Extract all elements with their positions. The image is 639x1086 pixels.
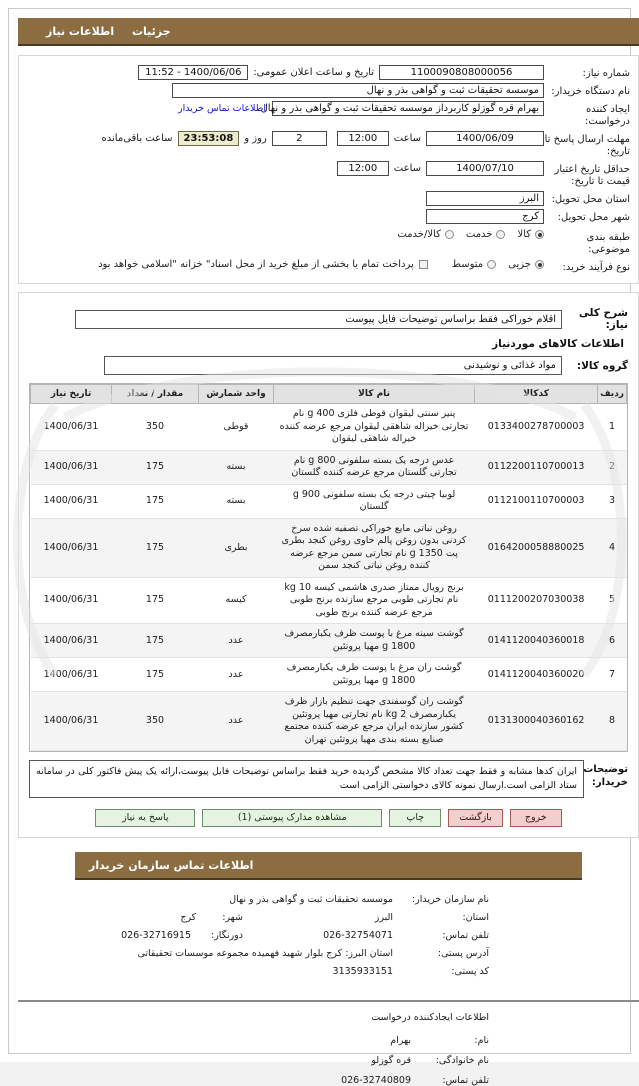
contact-phone-value: 026-32754071 xyxy=(323,930,393,941)
page-frame xyxy=(8,8,631,1086)
radio-goods-service-icon[interactable] xyxy=(445,230,454,239)
cell-code: 0141120040360018 xyxy=(475,624,598,658)
field-row-province xyxy=(27,191,630,206)
cell-unit: عدد xyxy=(199,692,274,751)
radio-medium-icon[interactable] xyxy=(487,260,496,269)
requester-last-name-value: قره گوزلو xyxy=(371,1055,411,1066)
countdown-timer: 23:53:08 xyxy=(178,131,240,146)
cell-name: برنج رویال ممتاز صدری هاشمی کیسه 10 kg نام تجارتی طوبی مرجع سازنده برنج طوبی مرجع عرضه کننده برنج طوبی xyxy=(274,577,475,624)
deadline-label: مهلت ارسال پاسخ تا تاریخ: xyxy=(544,134,630,157)
cell-name: گوشت سینه مرغ با پوست ظرف یکبارمصرف 1800 g مهیا پروتئین xyxy=(274,624,475,658)
column-header-unit: واحد شمارش xyxy=(199,385,274,404)
remaining-days-input[interactable]: 2 xyxy=(272,131,327,146)
cell-date: 1400/06/31 xyxy=(31,484,112,518)
goods-section-title: اطلاعات کالاهای موردنیاز xyxy=(492,338,624,350)
cell-unit: بطری xyxy=(199,518,274,577)
classification-option-goods-service[interactable] xyxy=(397,229,454,240)
action-buttons xyxy=(29,809,628,827)
deadline-time-input[interactable]: 12:00 xyxy=(337,131,389,146)
page-inner xyxy=(18,18,639,1086)
cell-row: 7 xyxy=(598,658,627,692)
contact-row-province-city xyxy=(18,912,639,923)
table-row[interactable] xyxy=(31,450,627,484)
group-input[interactable]: مواد غذائی و نوشیدنی xyxy=(104,356,562,375)
contact-province-label: استان: xyxy=(462,912,489,923)
summary-label: شرح کلی نیاز: xyxy=(578,307,628,331)
radio-minor-icon[interactable] xyxy=(535,260,544,269)
field-row-creator xyxy=(27,101,630,128)
delivery-province-label: استان محل تحویل: xyxy=(551,194,630,205)
cell-date: 1400/06/31 xyxy=(31,692,112,751)
requester-first-name-value: بهرام xyxy=(390,1035,411,1046)
cell-code: 0164200058880025 xyxy=(475,518,598,577)
table-row[interactable] xyxy=(31,658,627,692)
requester-row-phone xyxy=(18,1075,639,1086)
contact-title-bar xyxy=(75,852,582,880)
cell-unit: قوطی xyxy=(199,404,274,451)
process-option-medium[interactable] xyxy=(452,259,496,270)
announce-label: تاریخ و ساعت اعلان عمومی: xyxy=(253,67,374,78)
need-number-input[interactable]: 1100090808000056 xyxy=(379,65,544,80)
section-divider xyxy=(18,1000,639,1002)
field-row-validity xyxy=(27,161,630,188)
creator-label: ایجاد کننده درخواست: xyxy=(585,104,630,127)
requester-row-first-name xyxy=(18,1035,639,1046)
contact-city-value: کرج xyxy=(180,912,197,923)
exit-button[interactable]: خروج xyxy=(510,809,562,827)
process-option-minor-label: جزیی xyxy=(508,259,531,270)
payment-note-checkbox-icon[interactable] xyxy=(419,260,428,269)
need-info-panel xyxy=(18,55,639,284)
column-header-date: تاریخ نیاز xyxy=(31,385,112,404)
cell-date: 1400/06/31 xyxy=(31,658,112,692)
validity-time-label: ساعت xyxy=(393,163,421,174)
tab-need-info[interactable]: اطلاعات نیاز xyxy=(46,25,115,38)
field-row-classification xyxy=(27,229,630,256)
cell-qty: 175 xyxy=(112,484,199,518)
items-table xyxy=(30,384,627,751)
cell-row: 4 xyxy=(598,518,627,577)
contact-postal-value: 3135933151 xyxy=(332,966,393,977)
delivery-province-input[interactable]: البرز xyxy=(426,191,544,206)
cell-date: 1400/06/31 xyxy=(31,577,112,624)
cell-qty: 350 xyxy=(112,692,199,751)
header-tabs xyxy=(32,18,171,46)
cell-name: لوبیا چیتی درجه یک بسته سلفونی 900 g گلستان xyxy=(274,484,475,518)
cell-unit: بسته xyxy=(199,450,274,484)
requester-phone-value: 026-32740809 xyxy=(341,1075,411,1086)
goods-panel xyxy=(18,292,639,838)
items-table-head xyxy=(31,385,627,404)
requester-last-name-label: نام خانوادگی: xyxy=(435,1055,489,1066)
print-button[interactable]: چاپ xyxy=(389,809,441,827)
field-row-deadline xyxy=(27,131,630,158)
column-header-name: نام کالا xyxy=(274,385,475,404)
cell-unit: عدد xyxy=(199,658,274,692)
need-number-label: شماره نیاز: xyxy=(582,68,630,79)
cell-code: 0112100110700003 xyxy=(475,484,598,518)
cell-qty: 175 xyxy=(112,518,199,577)
cell-qty: 175 xyxy=(112,658,199,692)
classification-option-service[interactable] xyxy=(466,229,506,240)
requester-row-last-name xyxy=(18,1055,639,1066)
remaining-days-unit: روز و xyxy=(244,133,267,144)
table-row[interactable] xyxy=(31,577,627,624)
cell-qty: 175 xyxy=(112,577,199,624)
respond-to-need-button[interactable]: پاسخ به نیاز xyxy=(95,809,195,827)
process-option-medium-label: متوسط xyxy=(451,259,484,270)
contact-section-title: اطلاعات تماس سازمان خریدار xyxy=(89,859,254,872)
payment-note-checkbox-wrap[interactable] xyxy=(98,259,428,270)
classification-option-goods-service-label: کالا/خدمت xyxy=(397,229,441,240)
payment-note-label: پرداخت تمام یا بخشی از مبلغ خرید از محل اسناد" خزانه "اسلامی خواهد بود xyxy=(98,259,414,270)
tab-details[interactable]: جزئیات xyxy=(131,25,171,38)
cell-row: 1 xyxy=(598,404,627,451)
contact-row-postal xyxy=(18,966,639,977)
contact-row-org xyxy=(18,894,639,905)
validity-date-input[interactable]: 1400/07/10 xyxy=(426,161,544,176)
classification-label: طبقه بندی موضوعی: xyxy=(586,232,630,255)
cell-qty: 175 xyxy=(112,624,199,658)
contact-phone-label: تلفن تماس: xyxy=(442,930,489,941)
field-row-buyer-org xyxy=(27,83,630,98)
buyer-org-input[interactable]: موسسه تحقیقات ثبت و گواهی بذر و نهال xyxy=(172,83,544,98)
table-row[interactable] xyxy=(31,404,627,451)
cell-row: 5 xyxy=(598,577,627,624)
cell-name: گوشت ران گوسفندی جهت تنظیم بازار ظرف یکبارمصرف 2 kg نام تجارتی مهیا پروتئین کشور سازنده ایران مرجع عرضه کننده مجتمع صنایع بسته بندی مهیا پروتئین تهران xyxy=(274,692,475,751)
contact-section xyxy=(18,852,639,1086)
summary-row xyxy=(29,307,628,331)
view-attachments-button[interactable]: مشاهده مدارک پیوستی (1) xyxy=(202,809,382,827)
contact-postal-label: کد پستی: xyxy=(451,966,489,977)
cell-code: 0141120040360020 xyxy=(475,658,598,692)
field-row-need-number xyxy=(27,65,630,80)
contact-fax-label: دورنگار: xyxy=(211,930,243,941)
contact-org-label: نام سازمان خریدار: xyxy=(411,894,489,905)
deadline-time-label: ساعت xyxy=(393,133,421,144)
cell-unit: کیسه xyxy=(199,577,274,624)
cell-row: 3 xyxy=(598,484,627,518)
classification-option-service-label: خدمت xyxy=(465,229,493,240)
table-row[interactable] xyxy=(31,518,627,577)
cell-row: 2 xyxy=(598,450,627,484)
table-row[interactable] xyxy=(31,624,627,658)
cell-name: گوشت ران مرغ با پوست ظرف یکبارمصرف 1800 g مهیا پروتئین xyxy=(274,658,475,692)
cell-date: 1400/06/31 xyxy=(31,450,112,484)
announce-datetime-input[interactable]: 1400/06/06 - 11:52 xyxy=(138,65,248,80)
contact-row-address xyxy=(18,948,639,959)
requester-phone-label: تلفن تماس: xyxy=(442,1075,489,1086)
delivery-city-input[interactable]: کرج xyxy=(426,209,544,224)
cell-qty: 350 xyxy=(112,404,199,451)
table-row[interactable] xyxy=(31,484,627,518)
cell-name: روغن نباتی مایع خوراکی تصفیه شده سرخ کردنی بدون روغن پالم حاوی روغن کنجد بطری پت 1350 g نام تجارتی سمن مرجع عرضه کننده روغن نباتی کنجد سمن xyxy=(274,518,475,577)
cell-code: 0131300040360162 xyxy=(475,692,598,751)
requester-first-name-label: نام: xyxy=(474,1035,489,1046)
contact-org-value: موسسه تحقیقات ثبت و گواهی بذر و نهال xyxy=(229,894,393,905)
column-header-qty: مقدار / تعداد xyxy=(112,385,199,404)
items-table-header-row xyxy=(31,385,627,404)
validity-label: حداقل تاریخ اعتبار قیمت تا تاریخ: xyxy=(554,164,630,187)
deadline-date-input[interactable]: 1400/06/09 xyxy=(426,131,544,146)
cell-code: 0111200207030038 xyxy=(475,577,598,624)
field-row-process xyxy=(27,259,630,274)
contact-address-label: آدرس پستی: xyxy=(437,948,489,959)
buyer-org-label: نام دستگاه خریدار: xyxy=(551,86,630,97)
cell-unit: عدد xyxy=(199,624,274,658)
cell-date: 1400/06/31 xyxy=(31,624,112,658)
cell-code: 0133400278700003 xyxy=(475,404,598,451)
cell-date: 1400/06/31 xyxy=(31,518,112,577)
buyer-notes-row xyxy=(29,760,628,798)
cell-name: عدس درجه یک بسته سلفونی 800 g نام تجارتی گلستان مرجع عرضه کننده گلستان xyxy=(274,450,475,484)
contact-address-value: استان البرز: کرج بلوار شهید فهمیده مجموعه موسسات تحقیقاتی xyxy=(137,948,393,959)
buyer-contact-link[interactable]: اطلاعات تماس خریدار xyxy=(177,103,266,114)
table-row[interactable] xyxy=(31,692,627,751)
requester-section-title: اطلاعات ایجادکننده درخواست xyxy=(371,1012,489,1023)
radio-service-icon[interactable] xyxy=(496,230,505,239)
cell-date: 1400/06/31 xyxy=(31,404,112,451)
back-button[interactable]: بازگشت xyxy=(448,809,502,827)
cell-name: پنیر سنتی لیقوان قوطی فلزی 400 g نام تجارتی خیراله شاهقی لیقوان مرجع عرضه کننده خیراله شاهقی لیقوان xyxy=(274,404,475,451)
cell-row: 6 xyxy=(598,624,627,658)
process-option-minor[interactable] xyxy=(508,259,544,270)
cell-code: 0112200110700013 xyxy=(475,450,598,484)
items-table-body xyxy=(31,404,627,751)
classification-option-goods[interactable] xyxy=(517,229,544,240)
group-label: گروه کالا: xyxy=(576,359,628,372)
contact-body xyxy=(18,880,639,988)
group-row xyxy=(29,356,628,375)
cell-qty: 175 xyxy=(112,450,199,484)
column-header-row: ردیف xyxy=(598,385,627,404)
summary-input[interactable]: اقلام خوراکی فقط براساس توضیحات فایل پیوست xyxy=(75,310,562,329)
contact-row-phone-fax xyxy=(18,930,639,941)
remaining-hours-label: ساعت باقی‌مانده xyxy=(101,133,173,144)
validity-time-input[interactable]: 12:00 xyxy=(337,161,389,176)
buyer-notes-label: توضیحات خریدار: xyxy=(583,764,628,788)
contact-fax-value: 026-32716915 xyxy=(121,930,192,941)
creator-input[interactable]: بهرام قره گوزلو کاربرداز موسسه تحقیقات ثبت و گواهی بذر و نهال xyxy=(272,101,544,116)
delivery-city-label: شهر محل تحویل: xyxy=(557,212,630,223)
items-table-wrap xyxy=(29,383,628,752)
column-header-code: کدکالا xyxy=(475,385,598,404)
radio-goods-icon[interactable] xyxy=(535,230,544,239)
process-type-label: نوع فرآیند خرید: xyxy=(562,262,630,273)
need-info-title-bar xyxy=(18,18,639,46)
contact-city-label: شهر: xyxy=(222,912,243,923)
buyer-notes-text: ایران کدها مشابه و فقط جهت تعداد کالا مشخص گردیده خرید فقط براساس توضیحات فایل پیوست،ارائه یک پیش فاکتور کلی در سامانه ستاد الزامی است.ارسال نمونه کالای دخواستی الزامی است xyxy=(29,760,584,798)
field-row-city xyxy=(27,209,630,224)
cell-row: 8 xyxy=(598,692,627,751)
contact-province-value: البرز xyxy=(374,912,393,923)
classification-option-goods-label: کالا xyxy=(517,229,531,240)
cell-unit: بسته xyxy=(199,484,274,518)
